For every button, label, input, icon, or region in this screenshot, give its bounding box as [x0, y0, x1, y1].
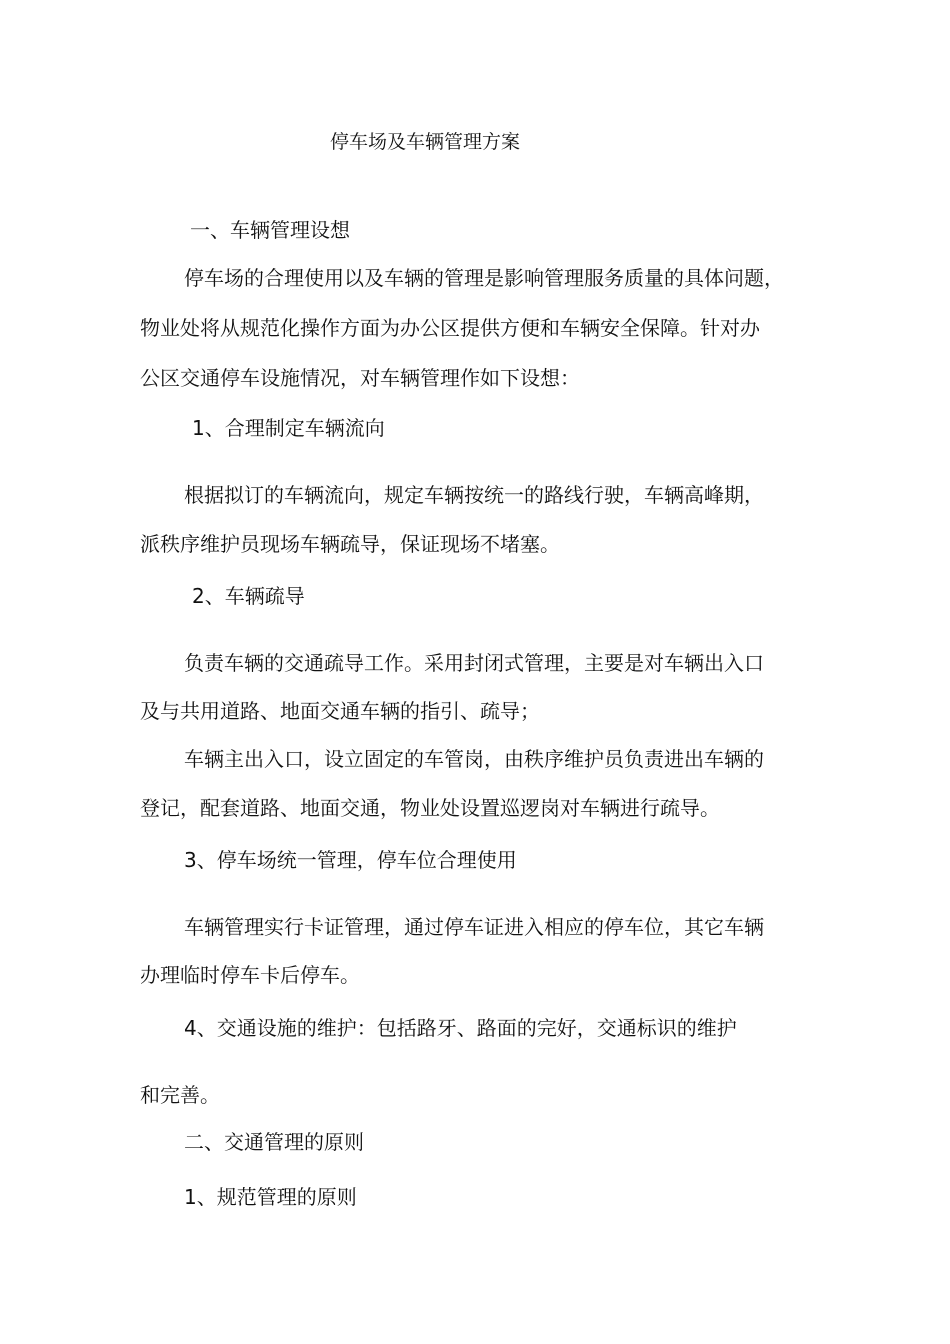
paragraph-line: 和完善。: [140, 1083, 220, 1107]
paragraph-line: 根据拟订的车辆流向，规定车辆按统一的路线行驶，车辆高峰期，: [184, 483, 764, 507]
paragraph-line: 派秩序维护员现场车辆疏导，保证现场不堵塞。: [140, 532, 560, 556]
paragraph-line: 车辆管理实行卡证管理，通过停车证进入相应的停车位，其它车辆: [184, 915, 764, 939]
paragraph-line: 公区交通停车设施情况，对车辆管理作如下设想：: [140, 366, 580, 390]
paragraph-line: 登记，配套道路、地面交通，物业处设置巡逻岗对车辆进行疏导。: [140, 796, 720, 820]
subheading-traffic-flow: 1、合理制定车辆流向: [192, 416, 385, 440]
subheading-parking-unified: 3、停车场统一管理，停车位合理使用: [184, 848, 517, 872]
paragraph-line: 物业处将从规范化操作方面为办公区提供方便和车辆安全保障。针对办: [140, 316, 760, 340]
subheading-facility-maintenance: 4、交通设施的维护：包括路牙、路面的完好，交通标识的维护: [184, 1016, 737, 1040]
subheading-standard-management: 1、规范管理的原则: [184, 1185, 357, 1209]
paragraph-line: 及与共用道路、地面交通车辆的指引、疏导；: [140, 699, 540, 723]
paragraph-line: 负责车辆的交通疏导工作。采用封闭式管理，主要是对车辆出入口: [184, 651, 764, 675]
paragraph-line: 办理临时停车卡后停车。: [140, 963, 360, 987]
section-heading-traffic-principles: 二、交通管理的原则: [184, 1130, 364, 1154]
document-title: 停车场及车辆管理方案: [330, 131, 521, 153]
section-heading-vehicle-management: 一、车辆管理设想: [190, 218, 350, 242]
paragraph-line: 停车场的合理使用以及车辆的管理是影响管理服务质量的具体问题，: [184, 266, 784, 290]
paragraph-line: 车辆主出入口，设立固定的车管岗，由秩序维护员负责进出车辆的: [184, 747, 764, 771]
subheading-vehicle-guidance: 2、车辆疏导: [192, 584, 305, 608]
